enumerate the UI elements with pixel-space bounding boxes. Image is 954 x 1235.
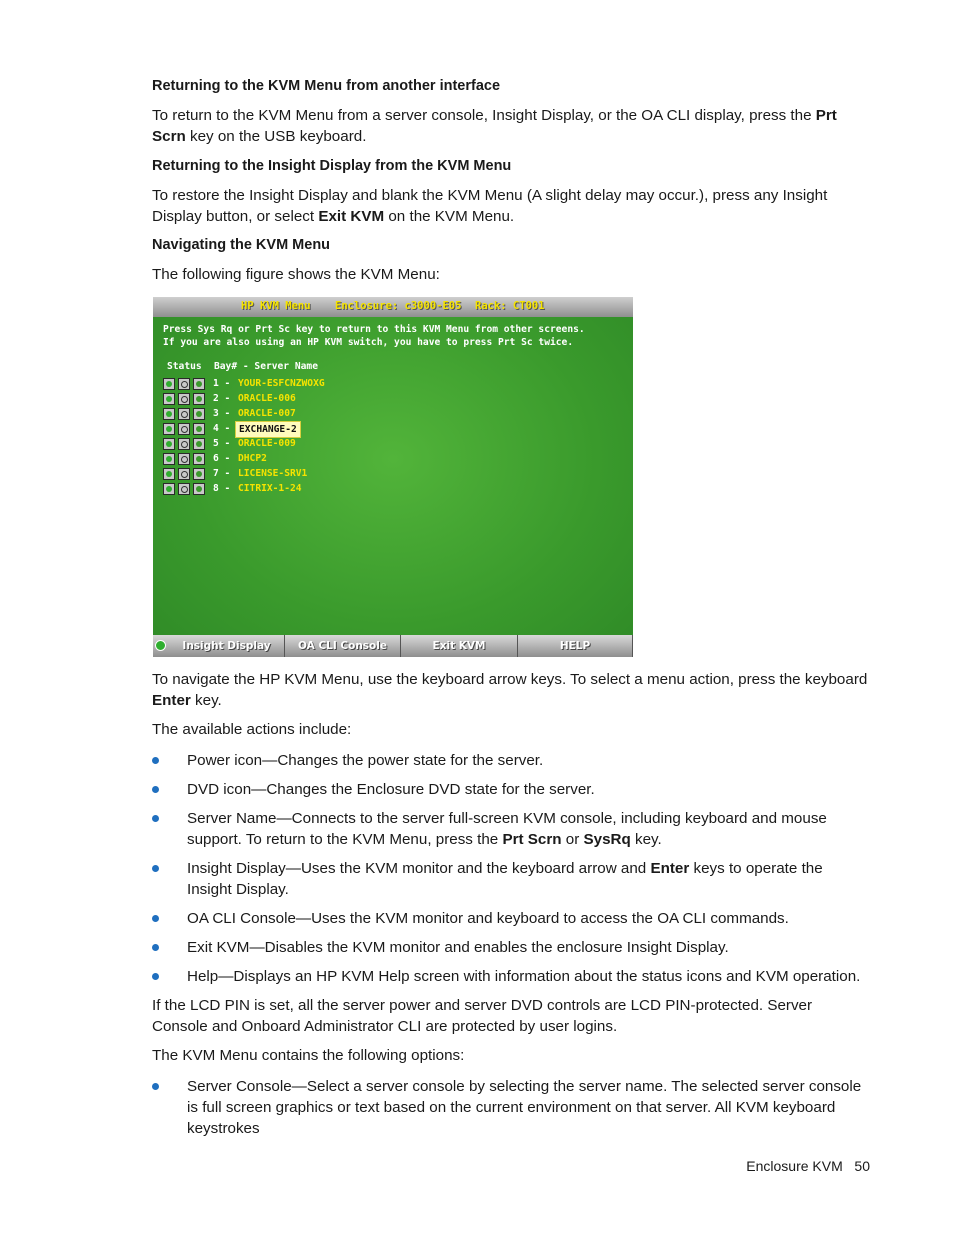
dvd-icon[interactable]: [178, 378, 190, 390]
exit-kvm-button[interactable]: Exit KVM: [401, 635, 518, 657]
kvm-title-bar: [153, 297, 633, 317]
bullet-icon: [152, 1083, 159, 1090]
dvd-icon[interactable]: [178, 423, 190, 435]
kvm-header-status: Status: [167, 361, 202, 372]
para-figure-intro: The following figure shows the KVM Menu:: [152, 266, 440, 283]
bay-number: 1 -: [213, 378, 231, 389]
power-icon[interactable]: [163, 468, 175, 480]
kvm-menu-figure: [153, 297, 633, 657]
page-footer: [746, 1158, 870, 1174]
power-icon[interactable]: [163, 438, 175, 450]
bay-number: 2 -: [213, 393, 231, 404]
list-item: Server Name—Connects to the server full-screen KVM console, including keyboard and mouse support. To return to the KVM Menu, press the Prt Scrn or SysRq key.: [152, 808, 870, 850]
status-icon: [193, 423, 205, 435]
server-name[interactable]: YOUR-ESFCNZWOXG: [238, 378, 325, 389]
dvd-icon[interactable]: [178, 393, 190, 405]
para-lcd-pin: If the LCD PIN is set, all the server power and server DVD controls are LCD PIN-protected. Server Console and Onboard Administrator CLI are protected by user logins.: [152, 997, 813, 1035]
para-available: The available actions include:: [152, 721, 352, 738]
bay-number: 6 -: [213, 453, 231, 464]
bullet-icon: [152, 786, 159, 793]
status-ok-icon: [155, 640, 166, 651]
bullet-icon: [152, 973, 159, 980]
oa-cli-console-button[interactable]: OA CLI Console: [285, 635, 401, 657]
server-name[interactable]: ORACLE-006: [238, 393, 296, 404]
para-options-intro: The KVM Menu contains the following options:: [152, 1047, 465, 1064]
para-return-insight: To restore the Insight Display and blank the KVM Menu (A slight delay may occur.), press any Insight Display button, or select Exit KVM on the KVM Menu.: [152, 187, 828, 225]
dvd-icon[interactable]: [178, 438, 190, 450]
kvm-server-row[interactable]: [163, 423, 563, 437]
insight-display-button[interactable]: Insight Display: [153, 635, 285, 657]
kvm-rack: Rack: CT001: [475, 300, 545, 312]
power-icon[interactable]: [163, 378, 175, 390]
kvm-footer-bar: [153, 635, 633, 657]
server-name[interactable]: ORACLE-009: [238, 438, 296, 449]
kvm-server-row[interactable]: [163, 453, 563, 467]
dvd-icon[interactable]: [178, 483, 190, 495]
heading-return-insight: Returning to the Insight Display from the KVM Menu: [152, 158, 512, 174]
kvm-server-row[interactable]: [163, 393, 563, 407]
list-item: Power icon—Changes the power state for the server.: [152, 750, 870, 771]
status-icon: [193, 438, 205, 450]
dvd-icon[interactable]: [178, 453, 190, 465]
status-icon: [193, 453, 205, 465]
power-icon[interactable]: [163, 408, 175, 420]
status-icon: [193, 468, 205, 480]
dvd-icon[interactable]: [178, 468, 190, 480]
list-item: Help—Displays an HP KVM Help screen with information about the status icons and KVM operation.: [152, 966, 870, 987]
server-name-selected[interactable]: EXCHANGE-2: [235, 421, 301, 438]
power-icon[interactable]: [163, 453, 175, 465]
list-item: DVD icon—Changes the Enclosure DVD state for the server.: [152, 779, 870, 800]
kvm-server-row[interactable]: [163, 438, 563, 452]
bullet-icon: [152, 915, 159, 922]
status-icon: [193, 393, 205, 405]
para-return-kvm: To return to the KVM Menu from a server console, Insight Display, or the OA CLI display, press the Prt Scrn key on the USB keyboard.: [152, 107, 837, 145]
kvm-title: HP KVM Menu: [241, 300, 311, 312]
list-item: Exit KVM—Disables the KVM monitor and enables the enclosure Insight Display.: [152, 937, 870, 958]
page-number: 50: [854, 1158, 870, 1174]
bullet-icon: [152, 944, 159, 951]
list-item: OA CLI Console—Uses the KVM monitor and keyboard to access the OA CLI commands.: [152, 908, 870, 929]
bullet-icon: [152, 815, 159, 822]
kvm-message-2: If you are also using an HP KVM switch, you have to press Prt Sc twice.: [163, 337, 574, 348]
server-name[interactable]: CITRIX-1-24: [238, 483, 302, 494]
list-item: Insight Display—Uses the KVM monitor and the keyboard arrow and Enter keys to operate the Insight Display.: [152, 858, 870, 900]
power-icon[interactable]: [163, 393, 175, 405]
dvd-icon[interactable]: [178, 408, 190, 420]
heading-navigating: Navigating the KVM Menu: [152, 237, 331, 253]
power-icon[interactable]: [163, 483, 175, 495]
bullet-icon: [152, 757, 159, 764]
server-name[interactable]: DHCP2: [238, 453, 267, 464]
heading-return-kvm: Returning to the KVM Menu from another interface: [152, 78, 501, 94]
kvm-enclosure: Enclosure: c3000-E05: [335, 300, 462, 312]
server-name[interactable]: ORACLE-007: [238, 408, 296, 419]
help-button[interactable]: HELP: [518, 635, 633, 657]
kvm-server-row[interactable]: [163, 378, 563, 392]
kvm-server-row[interactable]: [163, 483, 563, 497]
para-navigate: To navigate the HP KVM Menu, use the keyboard arrow keys. To select a menu action, press the keyboard Enter key.: [152, 671, 868, 709]
power-icon[interactable]: [163, 423, 175, 435]
list-item: Server Console—Select a server console by selecting the server name. The selected server console is full screen graphics or text based on the current environment on that server. All KVM keyboard keystrokes: [152, 1076, 870, 1139]
kvm-server-row[interactable]: [163, 468, 563, 482]
status-icon: [193, 483, 205, 495]
bay-number: 3 -: [213, 408, 231, 419]
bay-number: 4 -: [213, 423, 231, 434]
footer-section: Enclosure KVM: [746, 1158, 843, 1174]
kvm-header-bay: Bay# - Server Name: [214, 361, 318, 372]
server-name[interactable]: LICENSE-SRV1: [238, 468, 308, 479]
bay-number: 7 -: [213, 468, 231, 479]
bullet-icon: [152, 865, 159, 872]
bay-number: 8 -: [213, 483, 231, 494]
kvm-server-row[interactable]: [163, 408, 563, 422]
bay-number: 5 -: [213, 438, 231, 449]
kvm-message-1: Press Sys Rq or Prt Sc key to return to this KVM Menu from other screens.: [163, 324, 585, 335]
status-icon: [193, 408, 205, 420]
status-icon: [193, 378, 205, 390]
